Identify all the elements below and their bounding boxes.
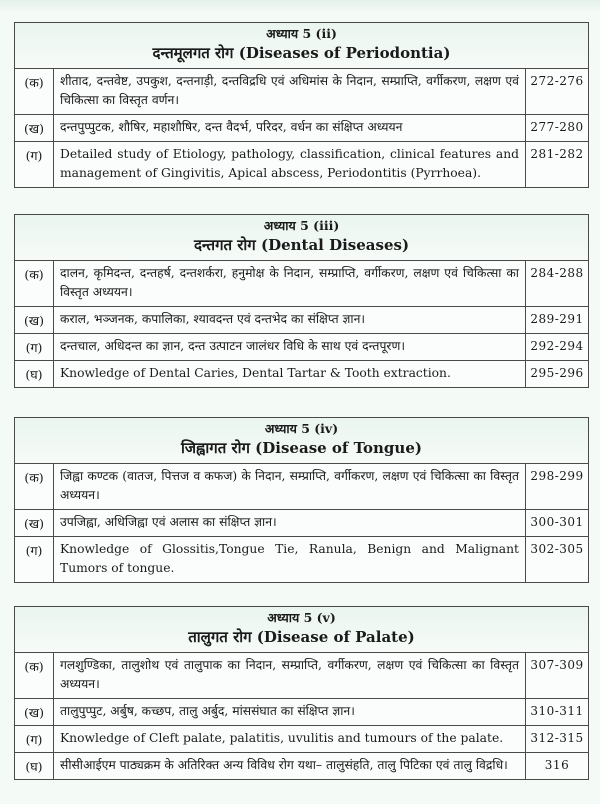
chapter-section [14,22,589,188]
table-row [15,142,588,187]
page-range: 307-309 [530,658,584,672]
page-range: 292-294 [530,339,584,353]
item-marker: (ग) [25,543,43,558]
item-text: दन्तपुप्पुटक, शौषिर, महाशौषिर, दन्त वैदर्भ, परिदर, वर्धन का संक्षिप्त अध्ययन [53,115,526,141]
item-marker: (ख) [24,705,44,720]
page-range: 300-301 [530,515,584,529]
page-range: 316 [544,758,570,772]
table-row [15,361,588,387]
item-marker: (क) [24,267,44,282]
table-row [15,334,588,361]
item-marker: (ग) [25,340,43,355]
item-text: कराल, भञ्जनक, कपालिका, श्यावदन्त एवं दन्तभेद का संक्षिप्त ज्ञान। [53,307,526,333]
item-marker: (घ) [25,367,43,382]
item-text: जिह्वा कण्टक (वातज, पित्तज व कफज) के निदान, सम्प्राप्ति, वर्गीकरण, लक्षण एवं चिकित्सा का विस्तृत अध्ययन। [53,464,526,509]
page-range: 284-288 [530,266,584,280]
item-marker: (क) [24,75,44,90]
page-range: 289-291 [530,312,584,326]
chapter-number: अध्याय 5 (iii) [263,218,340,233]
item-marker: (ख) [24,516,44,531]
page-range: 281-282 [530,147,584,161]
chapter-title: तालुगत रोग (Disease of Palate) [188,628,415,646]
item-text: गलशुण्डिका, तालुशोथ एवं तालुपाक का निदान, सम्प्राप्ति, वर्गीकरण, लक्षण एवं चिकित्सा का विस्तृत अध्ययन। [53,653,526,698]
table-row [15,699,588,726]
item-marker: (ख) [24,313,44,328]
item-marker: (ग) [25,732,43,747]
item-marker: (ग) [25,148,43,163]
table-row [15,115,588,142]
chapter-title: दन्तगत रोग (Dental Diseases) [193,236,410,254]
chapter-title: दन्तमूलगत रोग (Diseases of Periodontia) [152,44,451,62]
item-marker: (क) [24,659,44,674]
table-row [15,510,588,537]
page-range: 310-311 [530,704,584,718]
item-marker: (घ) [25,759,43,774]
item-text: तालुपुप्पुट, अर्बुष, कच्छप, तालु अर्बुद, मांससंघात का संक्षिप्त ज्ञान। [53,699,526,725]
item-text: शीताद, दन्तवेष्ट, उपकुश, दन्तनाड़ी, दन्तविद्रधि एवं अधिमांस के निदान, सम्प्राप्ति, वर्गीकरण, लक्षण एवं चिकित्सा का विस्तृत वर्णन। [53,69,526,114]
section-header [15,607,588,653]
top-band [0,0,600,12]
item-text: दन्तचाल, अधिदन्त का ज्ञान, दन्त उत्पाटन जालंधर विधि के साथ एवं दन्तपूरण। [53,334,526,360]
page-range: 272-276 [530,74,584,88]
chapter-section [14,606,589,780]
table-row [15,307,588,334]
table-row [15,726,588,753]
item-text: Knowledge of Glossitis,Tongue Tie, Ranula, Benign and Malignant Tumors of tongue. [53,537,526,582]
chapter-number: अध्याय 5 (iv) [264,421,339,436]
section-header [15,215,588,261]
chapter-section [14,417,589,583]
page-range: 312-315 [530,731,584,745]
table-row [15,69,588,115]
item-text: Knowledge of Cleft palate, palatitis, uvulitis and tumours of the palate. [53,726,526,752]
item-marker: (ख) [24,121,44,136]
page-range: 295-296 [530,366,584,380]
page-range: 277-280 [530,120,584,134]
item-text: Knowledge of Dental Caries, Dental Tartar & Tooth extraction. [53,361,526,387]
table-row [15,753,588,779]
chapter-title: जिह्वागत रोग (Disease of Tongue) [181,439,422,457]
table-row [15,653,588,699]
table-row [15,464,588,510]
section-header [15,418,588,464]
table-row [15,537,588,582]
item-text: उपजिह्वा, अधिजिह्वा एवं अलास का संक्षिप्त ज्ञान। [53,510,526,536]
item-text: दालन, कृमिदन्त, दन्तहर्ष, दन्तशर्करा, हनुमोक्ष के निदान, सम्प्राप्ति, वर्गीकरण, लक्षण एवं चिकित्सा का विस्तृत अध्ययन। [53,261,526,306]
page-range: 298-299 [530,469,584,483]
item-text: Detailed study of Etiology, pathology, classification, clinical features and management of Gingivitis, Apical abscess, Periodontitis (Pyrrhoea). [53,142,526,187]
chapter-number: अध्याय 5 (v) [267,610,336,625]
chapter-section [14,214,589,388]
item-marker: (क) [24,470,44,485]
chapter-number: अध्याय 5 (ii) [266,26,337,41]
item-text: सीसीआईएम पाठ्यक्रम के अतिरिक्त अन्य विविध रोग यथा– तालुसंहति, तालु पिटिका एवं तालु विद्रधि। [53,753,526,779]
section-header [15,23,588,69]
table-row [15,261,588,307]
page-range: 302-305 [530,542,584,556]
